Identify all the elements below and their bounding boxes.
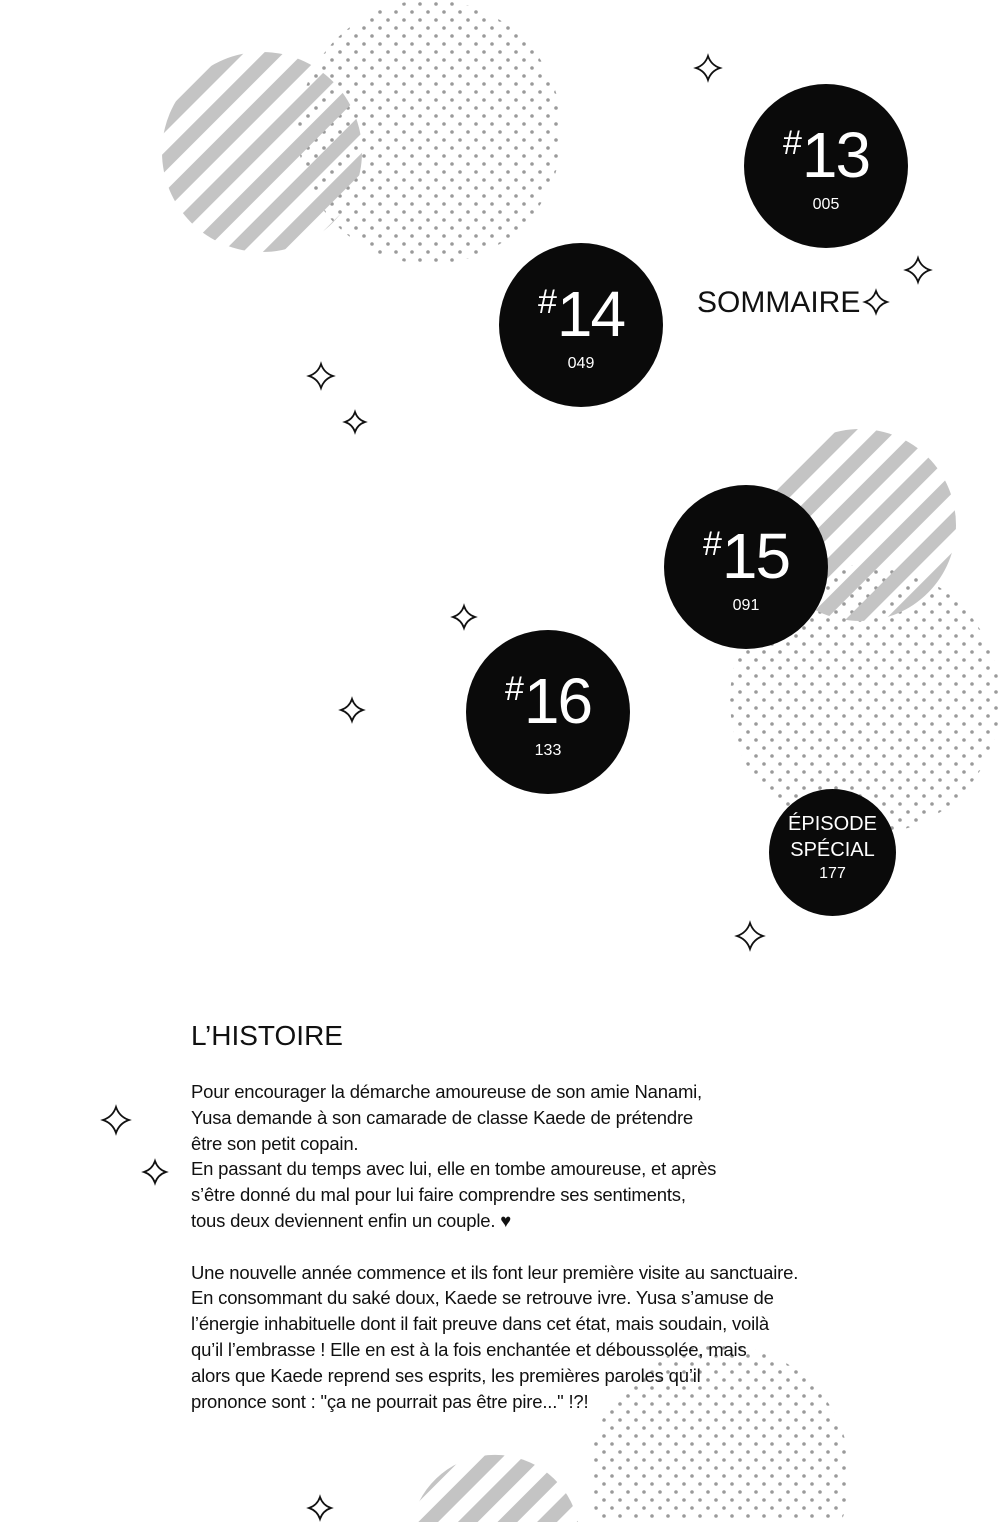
chapter-14[interactable] <box>499 243 663 407</box>
story-line: En consommant du saké doux, Kaede se retrouve ivre. Yusa s’amuse de <box>191 1287 774 1309</box>
story-line: tous deux deviennent enfin un couple. ♥ <box>191 1209 511 1231</box>
story-line: Yusa demande à son camarade de classe Kaede de prétendre <box>191 1106 694 1128</box>
story-paragraph-1 <box>191 1079 798 1234</box>
story-line: l’énergie inhabituelle dont il fait preuve dans cet état, mais soudain, voilà <box>191 1313 769 1335</box>
story-line: En passant du temps avec lui, elle en tombe amoureuse, et après <box>191 1158 717 1180</box>
chapter-page: 091 <box>732 597 760 614</box>
story-line: être son petit copain. <box>191 1132 359 1154</box>
sparkle-icon <box>309 364 333 388</box>
chapter-number: 15 <box>721 520 790 592</box>
chapter-number: 13 <box>801 119 870 191</box>
story-paragraph-2 <box>191 1260 798 1415</box>
sparkle-icon <box>696 56 720 80</box>
sparkle-icon <box>737 923 763 949</box>
sparkle-icon <box>103 1107 129 1133</box>
story-text <box>191 1079 798 1440</box>
sparkle-icon <box>309 1497 331 1519</box>
chapter-hash: # <box>537 283 555 321</box>
page-title: SOMMAIRE <box>697 286 861 319</box>
sparkle-icon <box>345 412 365 432</box>
striped-circle <box>412 1455 578 1522</box>
sparkle-icon <box>144 1161 166 1183</box>
special-label-1: ÉPISODE <box>788 813 877 835</box>
chapter-13[interactable] <box>744 84 908 248</box>
chapter-16[interactable] <box>466 630 630 794</box>
striped-circle <box>162 52 362 252</box>
chapter-15[interactable] <box>664 485 828 649</box>
story-line: qu’il l’embrasse ! Elle en est à la fois enchantée et déboussolée, mais <box>191 1338 747 1360</box>
special-page: 177 <box>819 865 846 882</box>
sparkle-icon <box>865 291 887 313</box>
special-label-2: SPÉCIAL <box>790 839 875 861</box>
story-line: Une nouvelle année commence et ils font leur première visite au sanctuaire. <box>191 1261 799 1283</box>
chapter-page: 133 <box>534 742 562 759</box>
chapter-hash: # <box>504 670 522 708</box>
chapter-number: 16 <box>523 665 592 737</box>
chapter-page: 049 <box>567 355 595 372</box>
story-line: s’être donné du mal pour lui faire comprendre ses sentiments, <box>191 1184 686 1206</box>
story-title: L’HISTOIRE <box>191 1020 343 1051</box>
chapter-hash: # <box>702 525 720 563</box>
sparkle-icon <box>341 699 363 721</box>
sparkle-icon <box>453 606 475 628</box>
sparkle-icon <box>906 258 930 282</box>
chapter-number: 14 <box>556 278 625 350</box>
story-line: alors que Kaede reprend ses esprits, les premières paroles qu’il <box>191 1364 701 1386</box>
special-episode[interactable] <box>769 789 896 916</box>
story-line: Pour encourager la démarche amoureuse de son amie Nanami, <box>191 1081 702 1102</box>
chapter-hash: # <box>782 124 800 162</box>
story-line: prononce sont : "ça ne pourrait pas être pire..." !?! <box>191 1390 589 1412</box>
chapter-page: 005 <box>812 196 840 213</box>
